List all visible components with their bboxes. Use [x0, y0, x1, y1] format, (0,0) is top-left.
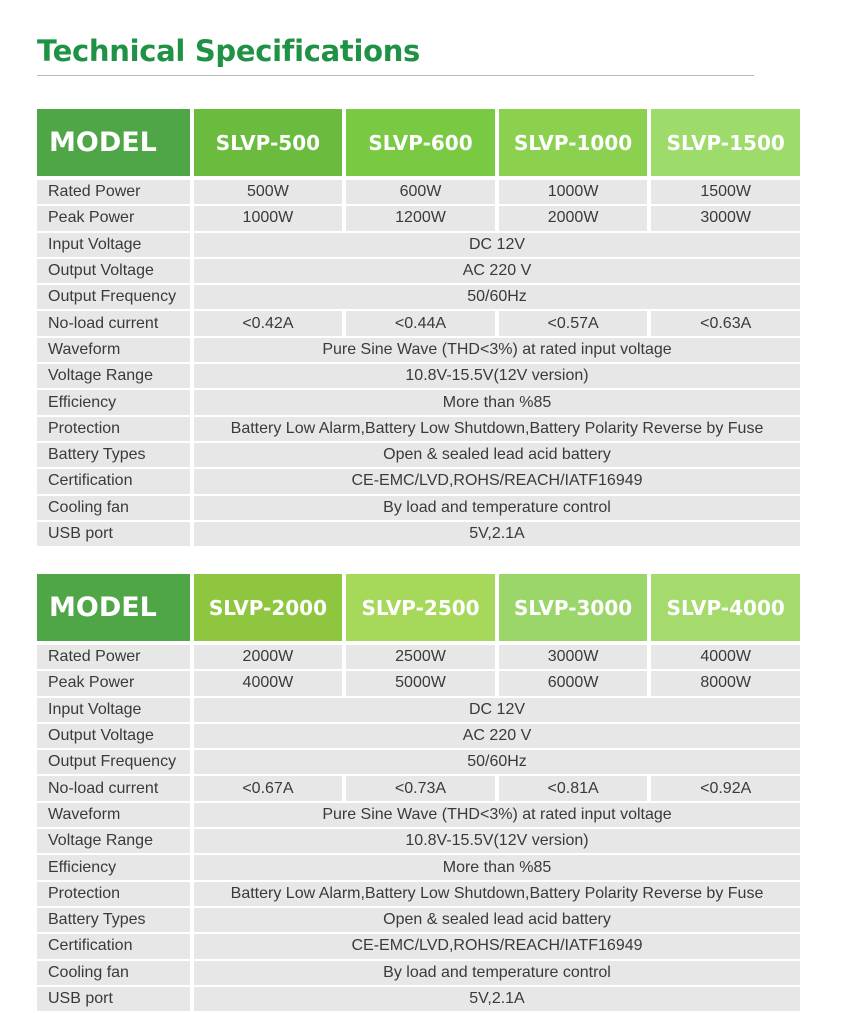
- spec-label: Battery Types: [37, 908, 190, 932]
- table-row: [37, 443, 800, 467]
- table-row: [37, 908, 800, 932]
- spec-value-merged: More than %85: [194, 855, 800, 879]
- table-row: [37, 803, 800, 827]
- table-row: [37, 855, 800, 879]
- spec-value: 4000W: [194, 671, 343, 695]
- spec-table-1: [37, 109, 800, 548]
- table-row: [37, 882, 800, 906]
- table-row: [37, 417, 800, 441]
- spec-value: 1000W: [499, 180, 648, 204]
- table-header-row: [37, 574, 800, 641]
- model-name-header: SLVP-1000: [499, 109, 648, 176]
- spec-label: No-load current: [37, 311, 190, 335]
- model-name-header: SLVP-3000: [499, 574, 648, 641]
- spec-value: 1200W: [346, 206, 495, 230]
- table-row: [37, 750, 800, 774]
- spec-label: Voltage Range: [37, 364, 190, 388]
- spec-value-merged: Pure Sine Wave (THD<3%) at rated input voltage: [194, 803, 800, 827]
- spec-value: <0.57A: [499, 311, 648, 335]
- spec-value-merged: 50/60Hz: [194, 285, 800, 309]
- spec-label: Certification: [37, 469, 190, 493]
- table-row: [37, 390, 800, 414]
- spec-value-merged: 10.8V-15.5V(12V version): [194, 364, 800, 388]
- spec-value-merged: 10.8V-15.5V(12V version): [194, 829, 800, 853]
- spec-value: <0.73A: [346, 776, 495, 800]
- model-header-cell: MODEL: [37, 109, 190, 176]
- spec-value-merged: 5V,2.1A: [194, 522, 800, 546]
- table-row: [37, 776, 800, 800]
- spec-value: 1000W: [194, 206, 343, 230]
- spec-value-merged: More than %85: [194, 390, 800, 414]
- table-row: [37, 364, 800, 388]
- spec-label: Battery Types: [37, 443, 190, 467]
- spec-value: <0.92A: [651, 776, 800, 800]
- spec-label: Rated Power: [37, 645, 190, 669]
- table-row: [37, 338, 800, 362]
- title-divider: [37, 75, 754, 76]
- model-name-header: SLVP-1500: [651, 109, 800, 176]
- spec-label: Output Voltage: [37, 259, 190, 283]
- spec-value-merged: By load and temperature control: [194, 961, 800, 985]
- table-row: [37, 180, 800, 204]
- table-row: [37, 671, 800, 695]
- spec-value: <0.44A: [346, 311, 495, 335]
- spec-table-2: [37, 574, 800, 1013]
- spec-label: Protection: [37, 417, 190, 441]
- spec-label: Rated Power: [37, 180, 190, 204]
- spec-value-merged: AC 220 V: [194, 724, 800, 748]
- table-row: [37, 496, 800, 520]
- spec-label: Peak Power: [37, 671, 190, 695]
- spec-label: No-load current: [37, 776, 190, 800]
- spec-value: 600W: [346, 180, 495, 204]
- model-name-header: SLVP-500: [194, 109, 343, 176]
- spec-value-merged: 50/60Hz: [194, 750, 800, 774]
- page-title: Technical Specifications: [37, 34, 421, 68]
- table-row: [37, 698, 800, 722]
- spec-value: 2000W: [499, 206, 648, 230]
- spec-value: 2500W: [346, 645, 495, 669]
- spec-value: 3000W: [499, 645, 648, 669]
- spec-value-merged: Battery Low Alarm,Battery Low Shutdown,Battery Polarity Reverse by Fuse: [194, 882, 800, 906]
- spec-label: Output Frequency: [37, 285, 190, 309]
- spec-value-merged: CE-EMC/LVD,ROHS/REACH/IATF16949: [194, 934, 800, 958]
- spec-label: Waveform: [37, 338, 190, 362]
- spec-value: 2000W: [194, 645, 343, 669]
- spec-label: Input Voltage: [37, 698, 190, 722]
- spec-value: 1500W: [651, 180, 800, 204]
- table-row: [37, 469, 800, 493]
- table-row: [37, 206, 800, 230]
- table-row: [37, 285, 800, 309]
- spec-value: 5000W: [346, 671, 495, 695]
- spec-label: Input Voltage: [37, 233, 190, 257]
- model-name-header: SLVP-2000: [194, 574, 343, 641]
- table-row: [37, 724, 800, 748]
- spec-label: Output Voltage: [37, 724, 190, 748]
- table-row: [37, 311, 800, 335]
- spec-label: Efficiency: [37, 855, 190, 879]
- table-row: [37, 987, 800, 1011]
- table-row: [37, 233, 800, 257]
- spec-value-merged: Pure Sine Wave (THD<3%) at rated input voltage: [194, 338, 800, 362]
- table-header-row: [37, 109, 800, 176]
- table-row: [37, 522, 800, 546]
- spec-value-merged: DC 12V: [194, 233, 800, 257]
- table-row: [37, 259, 800, 283]
- spec-value-merged: Open & sealed lead acid battery: [194, 443, 800, 467]
- model-name-header: SLVP-2500: [346, 574, 495, 641]
- spec-value-merged: AC 220 V: [194, 259, 800, 283]
- spec-value: <0.81A: [499, 776, 648, 800]
- spec-value: 4000W: [651, 645, 800, 669]
- table-row: [37, 829, 800, 853]
- spec-label: Cooling fan: [37, 961, 190, 985]
- spec-value-merged: By load and temperature control: [194, 496, 800, 520]
- model-name-header: SLVP-4000: [651, 574, 800, 641]
- spec-value: <0.67A: [194, 776, 343, 800]
- spec-value: 500W: [194, 180, 343, 204]
- spec-value: 6000W: [499, 671, 648, 695]
- spec-label: Peak Power: [37, 206, 190, 230]
- table-row: [37, 961, 800, 985]
- model-header-cell: MODEL: [37, 574, 190, 641]
- spec-value-merged: CE-EMC/LVD,ROHS/REACH/IATF16949: [194, 469, 800, 493]
- spec-label: USB port: [37, 987, 190, 1011]
- spec-label: Voltage Range: [37, 829, 190, 853]
- spec-value-merged: Open & sealed lead acid battery: [194, 908, 800, 932]
- spec-label: Waveform: [37, 803, 190, 827]
- table-row: [37, 934, 800, 958]
- spec-label: Protection: [37, 882, 190, 906]
- spec-value: 3000W: [651, 206, 800, 230]
- table-row: [37, 645, 800, 669]
- model-name-header: SLVP-600: [346, 109, 495, 176]
- spec-value-merged: Battery Low Alarm,Battery Low Shutdown,Battery Polarity Reverse by Fuse: [194, 417, 800, 441]
- spec-label: Cooling fan: [37, 496, 190, 520]
- spec-value: <0.63A: [651, 311, 800, 335]
- spec-label: Output Frequency: [37, 750, 190, 774]
- spec-value: <0.42A: [194, 311, 343, 335]
- spec-label: USB port: [37, 522, 190, 546]
- spec-value-merged: 5V,2.1A: [194, 987, 800, 1011]
- spec-value: 8000W: [651, 671, 800, 695]
- spec-label: Certification: [37, 934, 190, 958]
- spec-value-merged: DC 12V: [194, 698, 800, 722]
- spec-label: Efficiency: [37, 390, 190, 414]
